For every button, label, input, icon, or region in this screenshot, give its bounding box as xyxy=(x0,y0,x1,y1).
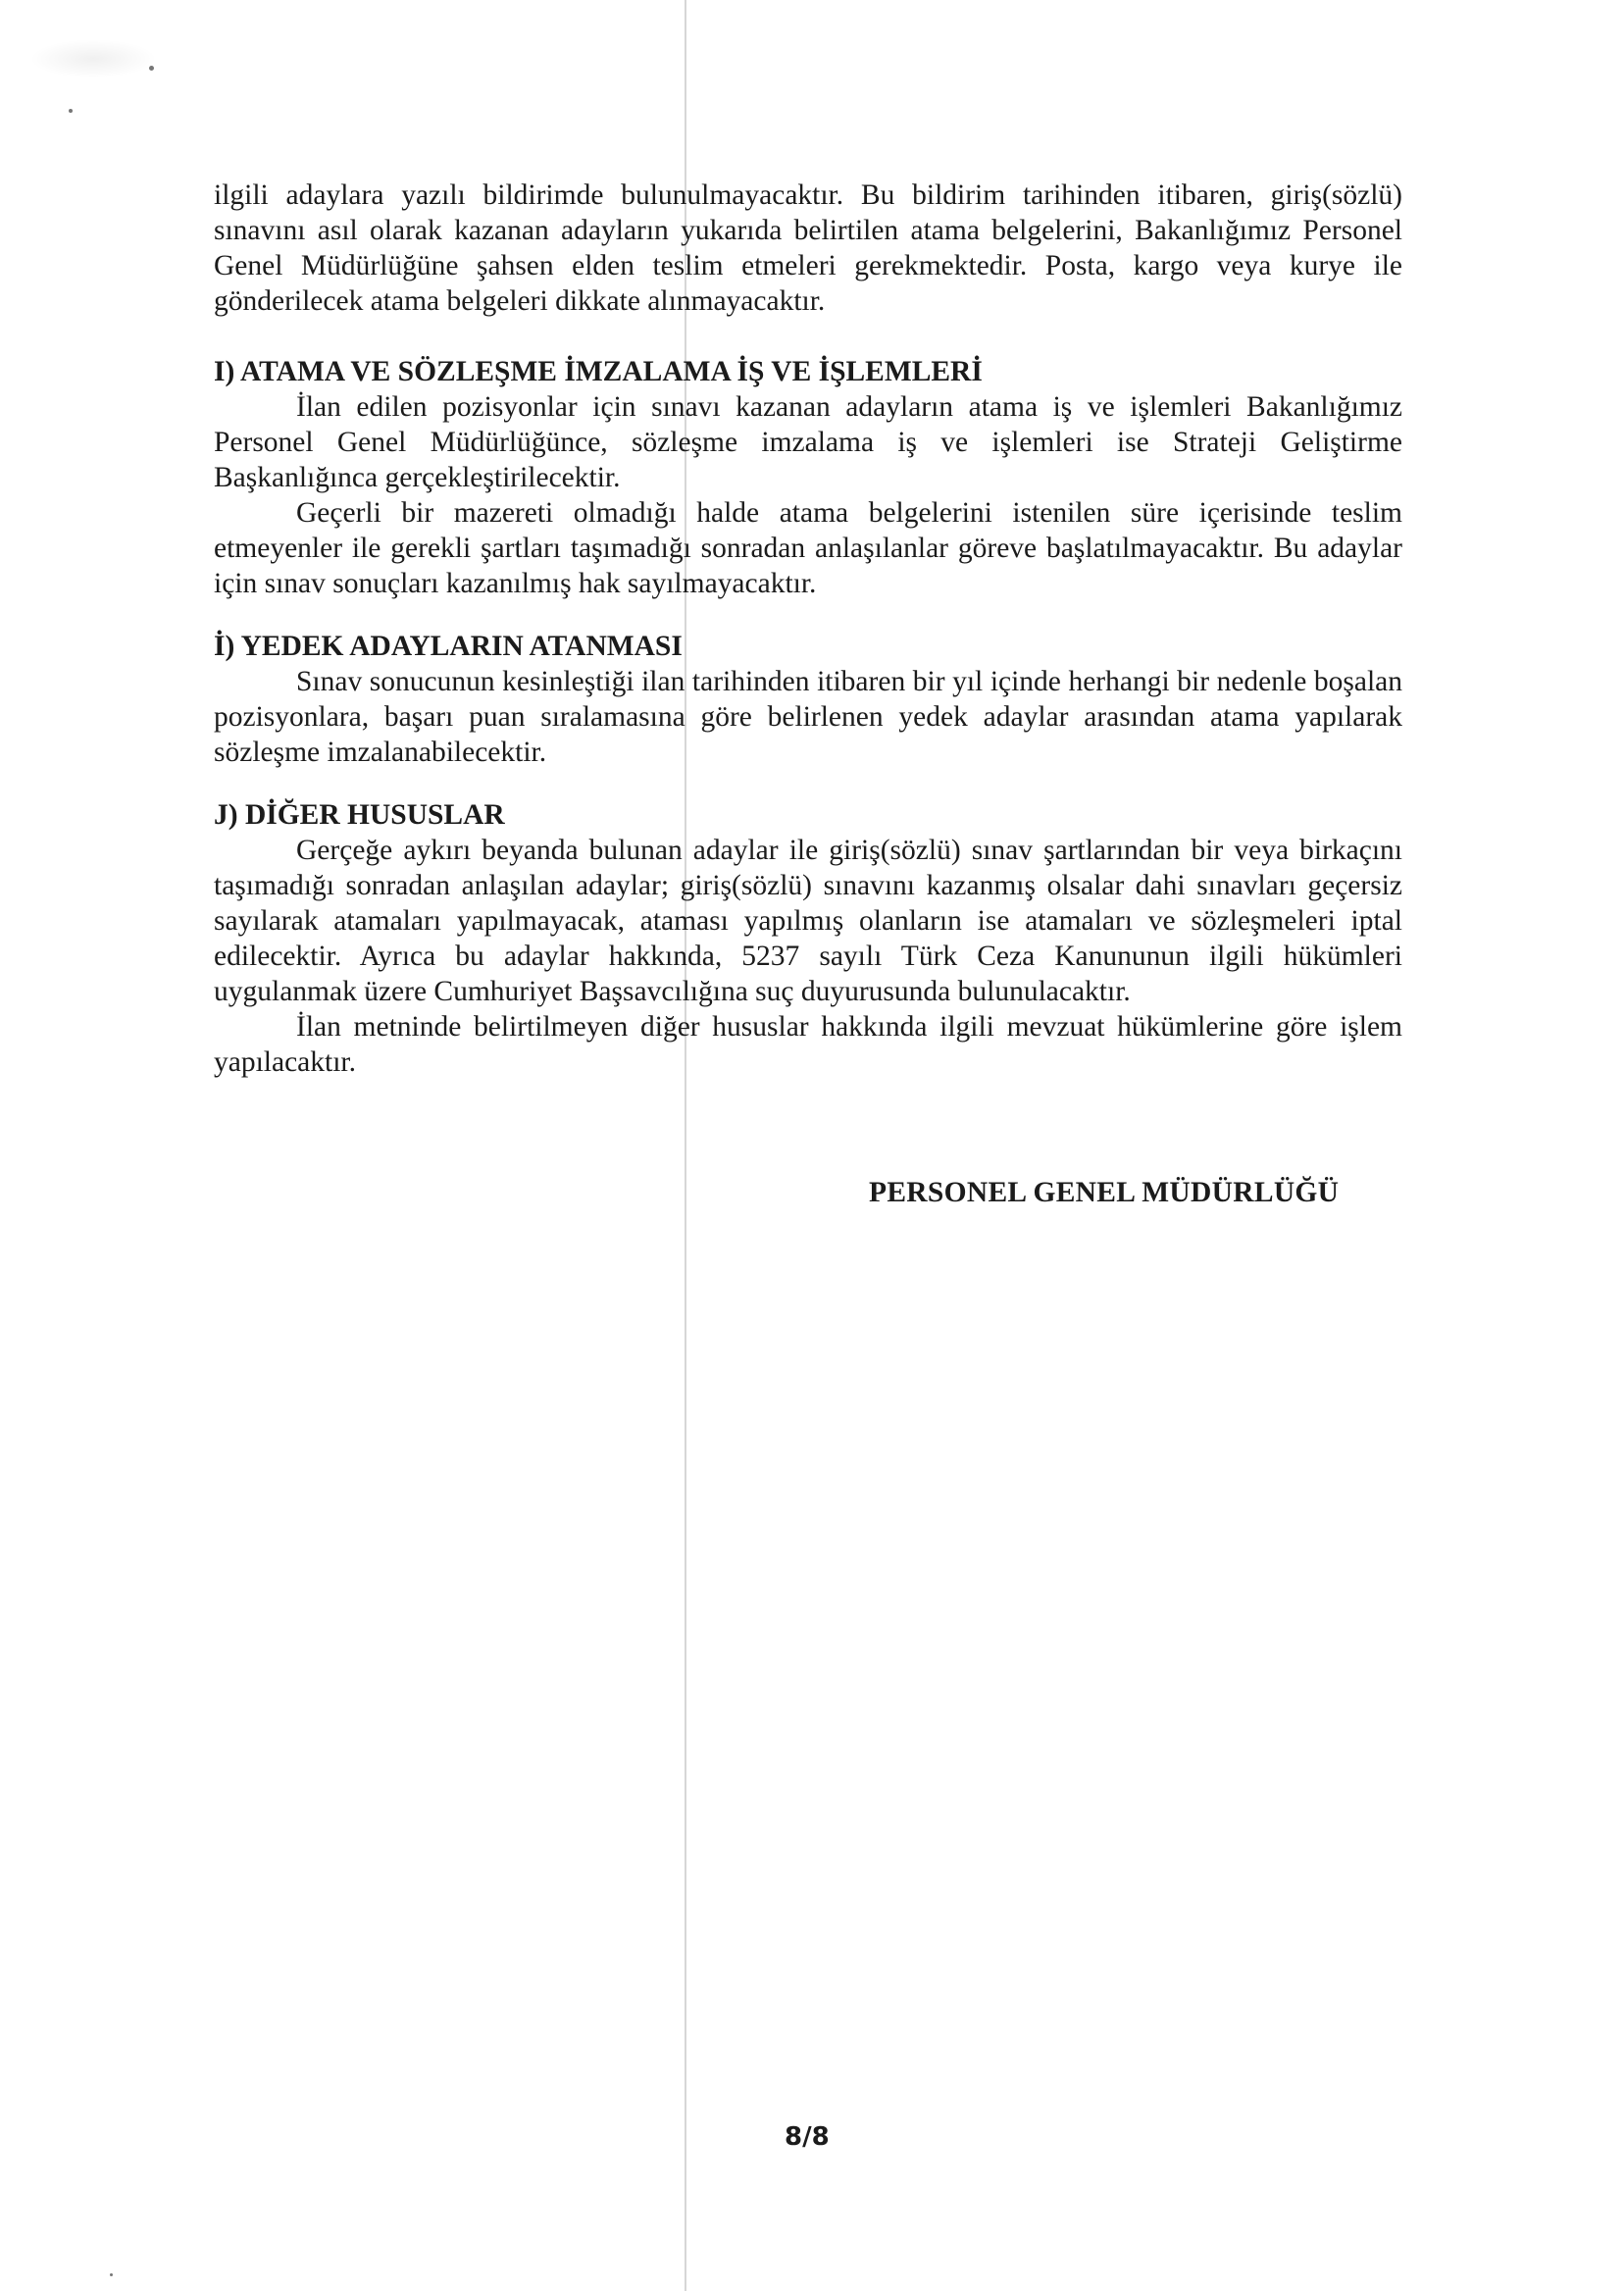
section-heading-diger: J) DİĞER HUSUSLAR xyxy=(214,799,505,831)
scan-smudge xyxy=(29,39,157,78)
scan-speck xyxy=(149,66,154,71)
section-atama-paragraph-1: İlan edilen pozisyonlar için sınavı kazanan adayların atama iş ve işlemleri Bakanlığımız Personel Genel Müdürlüğünce, sözleşme imzalama iş ve işlemleri ise Strateji Geliştirme Başkanlığınca gerçekleştirilecektir. xyxy=(214,391,1402,493)
document-body xyxy=(214,178,1402,1080)
page-number: 8/8 xyxy=(785,2122,830,2152)
section-heading-yedek: İ) YEDEK ADAYLARIN ATANMASI xyxy=(214,631,683,662)
section-atama-paragraph-2: Geçerli bir mazereti olmadığı halde atama belgelerini istenilen süre içerisinde teslim etmeyenler ile gerekli şartları taşımadığı sonradan anlaşılanlar göreve başlatılmayacaktır. Bu adaylar için sınav sonuçları kazanılmış hak sayılmayacaktır. xyxy=(214,497,1402,599)
scan-speck xyxy=(110,2273,113,2276)
intro-paragraph: ilgili adaylara yazılı bildirimde bulunulmayacaktır. Bu bildirim tarihinden itibaren, giriş(sözlü) sınavını asıl olarak kazanan adayların yukarıda belirtilen atama belgelerini, Bakanlığımız Personel Genel Müdürlüğüne şahsen elden teslim etmeleri gerekmektedir. Posta, kargo veya kurye ile gönderilecek atama belgeleri dikkate alınmayacaktır. xyxy=(214,179,1402,317)
scan-speck xyxy=(69,109,73,113)
section-diger-paragraph-1: Gerçeğe aykırı beyanda bulunan adaylar ile giriş(sözlü) sınav şartlarından bir veya birkaçını taşımadığı sonradan anlaşılan adaylar; giriş(sözlü) sınavını kazanmış olsalar dahi sınavları geçersiz sayılarak atamaları yapılmayacak, ataması yapılmış olanların ise atamaları ve sözleşmeleri iptal edilecektir. Ayrıca bu adaylar hakkında, 5237 sayılı Türk Ceza Kanununun ilgili hükümleri uygulanmak üzere Cumhuriyet Başsavcılığına suç duyurusunda bulunulacaktır. xyxy=(214,835,1402,1007)
section-heading-atama: I) ATAMA VE SÖZLEŞME İMZALAMA İŞ VE İŞLEMLERİ xyxy=(214,356,983,387)
section-diger-paragraph-2: İlan metninde belirtilmeyen diğer hususlar hakkında ilgili mevzuat hükümlerine göre işlem yapılacaktır. xyxy=(214,1011,1402,1078)
signature-authority: PERSONEL GENEL MÜDÜRLÜĞÜ xyxy=(869,1177,1340,1208)
section-yedek-paragraph-1: Sınav sonucunun kesinleştiği ilan tarihinden itibaren bir yıl içinde herhangi bir nedenle boşalan pozisyonlara, başarı puan sıralamasına göre belirlenen yedek adaylar arasından atama yapılarak sözleşme imzalanabilecektir. xyxy=(214,666,1402,768)
